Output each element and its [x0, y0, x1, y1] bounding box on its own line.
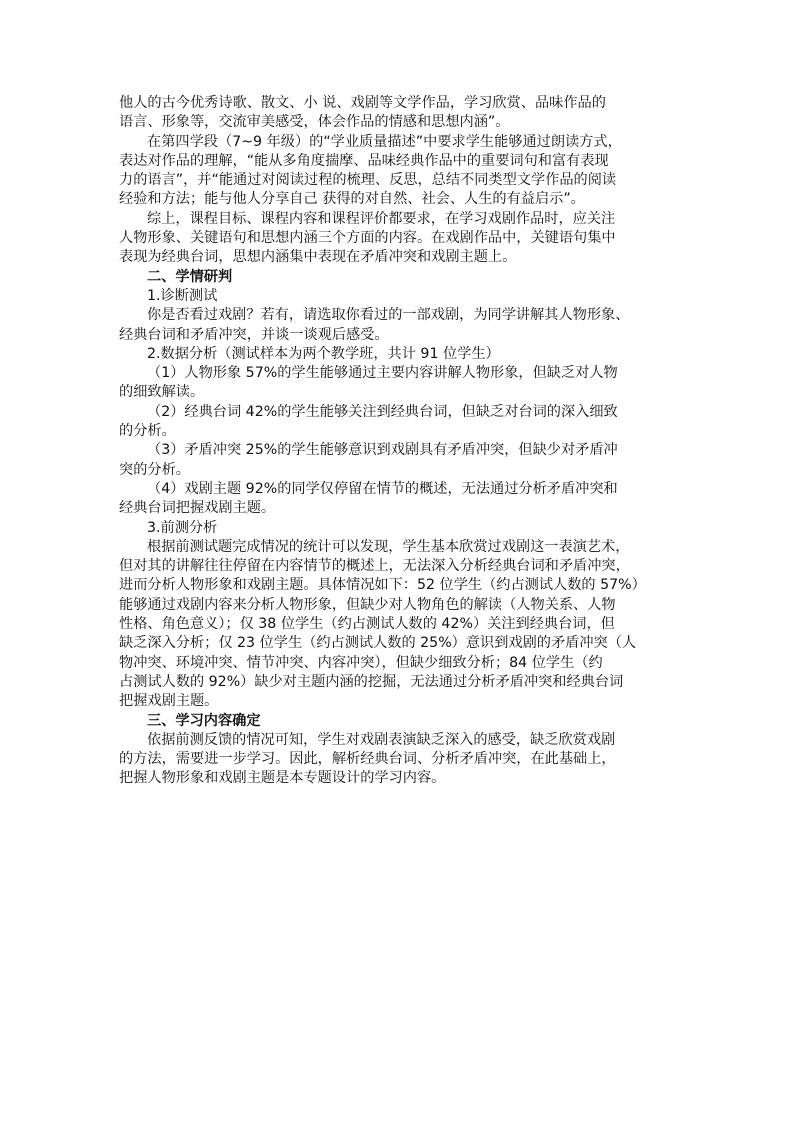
- paragraph-1: [119, 94, 679, 133]
- text-line: 的分析。: [119, 423, 176, 440]
- text-line: 经验和方法；能与他人分享自己 获得的对自然、社会、人生的有益启示”。: [119, 191, 585, 208]
- text-line: （1）人物形象 57%的学生能够通过主要内容讲解人物形象，但缺乏对人物: [147, 365, 618, 382]
- text-line: 依据前测反馈的情况可知，学生对戏剧表演缺乏深入的感受，缺乏欣赏戏剧: [147, 731, 616, 748]
- text-line: 能够通过戏剧内容来分析人物形象，但缺少对人物角色的解读（人物关系、人物: [119, 596, 616, 613]
- subsection-heading-2: 2.数据分析（测试样本为两个教学班，共计 91 位学生）: [147, 345, 500, 362]
- subsection-heading-3: 3.前测分析: [147, 519, 218, 536]
- text-line: 语言、形象等，交流审美感受，体会作品的情感和思想内涵”。: [119, 114, 510, 131]
- text-line: 人物形象、关键语句和思想内涵三个方面的内容。在戏剧作品中，关键语句集中: [119, 230, 616, 247]
- paragraph-4: [119, 306, 679, 345]
- text-line: 表现为经典台词，思想内涵集中表现在矛盾冲突和戏剧主题上。: [119, 249, 517, 266]
- subsection-heading-1: 1.诊断测试: [147, 287, 218, 304]
- text-line: 他人的古今优秀诗歌、散文、小 说、戏剧等文学作品，学习欣赏、品味作品的: [119, 95, 606, 111]
- text-line: 根据前测试题完成情况的统计可以发现，学生基本欣赏过戏剧这一表演艺术，: [147, 538, 630, 555]
- section-heading-2: 二、学情研判: [147, 268, 233, 285]
- text-line: （2）经典台词 42%的学生能够关注到经典台词，但缺乏对台词的深入细致: [147, 403, 618, 420]
- text-line: 把握戏剧主题。: [119, 693, 219, 710]
- text-line: 物冲突、环境冲突、情节冲突、内容冲突），但缺少细致分析；84 位学生（约: [119, 654, 603, 671]
- text-line: （4）戏剧主题 92%的同学仅停留在情节的概述，无法通过分析矛盾冲突和: [147, 480, 618, 497]
- text-line: 缺乏深入分析；仅 23 位学生（约占测试人数的 25%）意识到戏剧的矛盾冲突（人: [119, 635, 637, 652]
- text-line: 力的语言”，并“能通过对阅读过程的梳理、反思，总结不同类型文学作品的阅读: [119, 172, 617, 189]
- text-line: 经典台词和矛盾冲突，并谈一谈观后感受。: [119, 326, 389, 343]
- paragraph-3: [119, 210, 679, 268]
- text-line: 性格、角色意义）；仅 38 位学生（约占测试人数的 42%）关注到经典台词，但: [119, 616, 615, 633]
- paragraph-5: [119, 364, 679, 403]
- text-line: 的细致解读。: [119, 384, 205, 401]
- text-line: 进而分析人物形象和戏剧主题。具体情况如下：52 位学生（约占测试人数的 57%）: [119, 577, 646, 594]
- text-line: 占测试人数的 92%）缺少对主题内涵的挖掘，无法通过分析矛盾冲突和经典台词: [119, 673, 624, 690]
- paragraph-7: [119, 441, 679, 480]
- document-page: [119, 94, 679, 789]
- text-line: 把握人物形象和戏剧主题是本专题设计的学习内容。: [119, 770, 446, 787]
- paragraph-8: [119, 480, 679, 519]
- text-line: 的方法，需要进一步学习。因此，解析经典台词、分析矛盾冲突，在此基础上，: [119, 751, 616, 768]
- text-line: 你是否看过戏剧？若有，请选取你看过的一部戏剧，为同学讲解其人物形象、: [147, 307, 630, 324]
- paragraph-2: [119, 133, 679, 210]
- text-line: 但对其的讲解往往停留在内容情节的概述上，无法深入分析经典台词和矛盾冲突，: [119, 558, 630, 575]
- text-line: 表达对作品的理解，“能从多角度揣摩、品味经典作品中的重要词句和富有表现: [119, 152, 609, 169]
- paragraph-10: [119, 731, 679, 789]
- text-line: （3）矛盾冲突 25%的学生能够意识到戏剧具有矛盾冲突，但缺少对矛盾冲: [147, 442, 618, 459]
- text-line: 突的分析。: [119, 461, 190, 478]
- paragraph-6: [119, 403, 679, 442]
- section-heading-3: 三、学习内容确定: [147, 712, 261, 729]
- paragraph-9: [119, 538, 679, 712]
- text-line: 在第四学段（7~9 年级）的“学业质量描述”中要求学生能够通过朗读方式，: [147, 133, 622, 150]
- text-line: 综上，课程目标、课程内容和课程评价都要求，在学习戏剧作品时，应关注: [147, 210, 616, 227]
- text-line: 经典台词把握戏剧主题。: [119, 500, 276, 517]
